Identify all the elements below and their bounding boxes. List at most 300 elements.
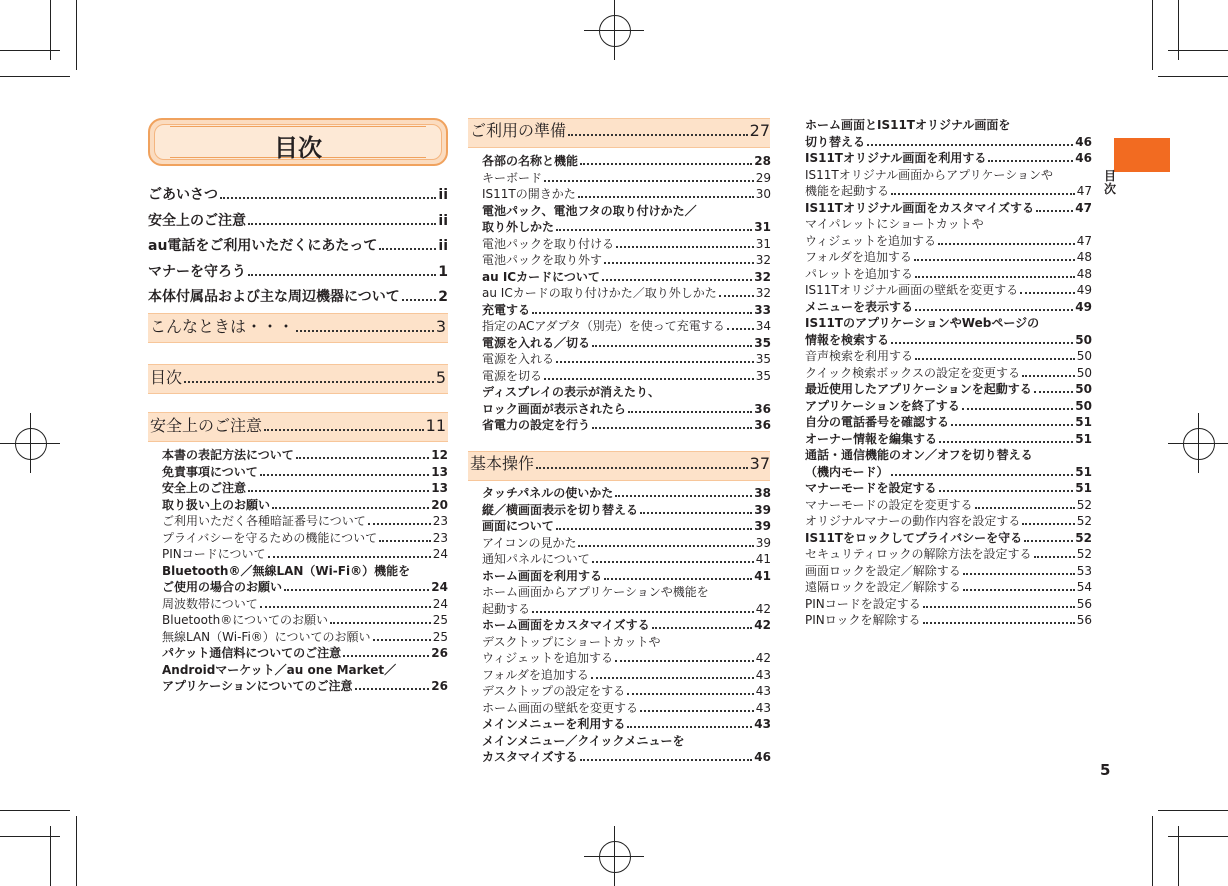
dot-leader: [580, 163, 752, 165]
dot-leader: [963, 573, 1075, 575]
dot-leader: [891, 193, 1075, 195]
toc-entry: [482, 285, 771, 302]
crop-mark: [76, 0, 77, 70]
toc-top-item: [148, 285, 448, 311]
toc-entry-line: メインメニュー／クイックメニューを: [482, 733, 685, 748]
toc-entry-title: マナーを守ろう: [148, 263, 246, 280]
toc-entry: [482, 667, 771, 684]
toc-entry-page: 42: [755, 651, 771, 665]
toc-entry-title: 指定のACアダプタ（別売）を使って充電する: [482, 319, 725, 333]
toc-entry-title: フォルダを追加する: [482, 667, 589, 682]
toc-entry-page: 23: [432, 514, 448, 528]
crop-mark: [50, 826, 51, 886]
section-title: ご利用の準備: [470, 121, 567, 140]
toc-entry-page: 43: [755, 667, 771, 682]
toc-entry: [482, 417, 771, 434]
toc-entry-page: 25: [432, 613, 448, 627]
toc-entry-page: 28: [754, 154, 771, 168]
toc-entry-page: 29: [755, 170, 771, 185]
toc-entry-title: PINロックを解除する: [805, 613, 921, 627]
toc-entry: [805, 497, 1092, 514]
toc-entry-title: プライバシーを守るための機能について: [162, 530, 378, 545]
toc-entry-title: IS11Tオリジナル画面を利用する: [805, 151, 987, 165]
dot-leader: [402, 299, 437, 301]
crop-mark: [50, 0, 51, 60]
toc-entry-page: 50: [1076, 365, 1092, 380]
toc-entry-title: カスタマイズする: [482, 750, 578, 764]
toc-entry-page: 47: [1075, 200, 1092, 215]
toc-entry: [805, 381, 1092, 398]
toc-entry-title: 自分の電話番号を確認する: [805, 415, 950, 429]
toc-entry-title: ウィジェットを追加する: [482, 651, 614, 665]
toc-entry-line: ディスプレイの表示が消えたり、: [482, 385, 660, 399]
dot-leader: [556, 528, 753, 530]
toc-entry-title: 遠隔ロックを設定／解除する: [805, 580, 961, 594]
toc-entry: [482, 401, 771, 418]
toc-entry: [482, 502, 771, 519]
toc-entry: [482, 219, 771, 236]
toc-entry: [805, 530, 1092, 547]
toc-entry: [482, 716, 771, 733]
toc-entry: [482, 236, 771, 253]
toc-entry-title: （機内モード）: [805, 464, 889, 479]
dot-leader: [615, 660, 754, 662]
crop-mark: [1158, 810, 1228, 811]
dot-leader: [592, 427, 752, 429]
toc-entry-page: 24: [432, 596, 448, 611]
toc-entry: [482, 252, 771, 269]
toc-entry: [805, 563, 1092, 580]
toc-entry-page: 41: [754, 568, 771, 583]
toc-entry-page: 35: [755, 368, 771, 383]
toc-entry-page: 52: [1076, 497, 1092, 512]
toc-entry-page: 48: [1076, 250, 1092, 264]
toc-entry-title: アプリケーションを終了する: [805, 398, 960, 413]
dot-leader: [379, 540, 431, 542]
toc-entry-page: 53: [1076, 563, 1092, 578]
toc-entry: [162, 612, 448, 629]
toc-entry-page: 42: [754, 618, 771, 632]
toc-entry: [805, 299, 1092, 316]
dot-leader: [628, 411, 753, 413]
toc-entry-title: 無線LAN（Wi-Fi®）についてのお願い: [162, 629, 371, 644]
toc-entry-title: ホーム画面の壁紙を変更する: [482, 700, 639, 715]
toc-entry-title: 充電する: [482, 302, 531, 317]
toc-entry: [805, 414, 1092, 431]
toc-entry-page: 32: [755, 286, 771, 300]
toc-entry-page: 42: [755, 601, 771, 616]
dot-leader: [915, 276, 1075, 278]
dot-leader: [260, 606, 431, 608]
toc-entry-page: 33: [754, 302, 771, 317]
dot-leader: [891, 342, 1073, 344]
toc-entry-title: 画面について: [482, 519, 554, 533]
toc-entry: [482, 601, 771, 618]
toc-entry-title: セキュリティロックの解除方法を設定する: [805, 547, 1032, 561]
section-title: 安全上のご注意: [150, 416, 263, 435]
dot-leader: [915, 309, 1073, 311]
dot-leader: [914, 259, 1075, 261]
registration-mark: [599, 15, 631, 47]
toc-entry-page: 34: [755, 319, 771, 333]
dot-leader: [640, 710, 754, 712]
dot-leader: [951, 424, 1073, 426]
toc-entry: [805, 183, 1092, 200]
toc-entry-title: 取り外しかた: [482, 220, 555, 234]
dot-leader: [580, 759, 753, 761]
dot-leader: [602, 279, 752, 281]
crop-mark: [1178, 0, 1179, 60]
toc-entry: [482, 568, 771, 585]
section-page: 5: [435, 368, 446, 387]
registration-mark: [1183, 428, 1215, 460]
dot-leader: [373, 639, 431, 641]
dot-leader: [343, 655, 429, 657]
section-title: 基本操作: [470, 454, 535, 473]
toc-entry: [805, 150, 1092, 167]
dot-leader: [568, 134, 748, 136]
dot-leader: [556, 229, 752, 231]
toc-entry: [482, 617, 771, 634]
toc-entry-page: 43: [755, 700, 771, 715]
toc-entry-title: キーボード: [482, 170, 543, 185]
toc-entry-title: au ICカードについて: [482, 269, 600, 284]
toc-entry-page: 20: [431, 497, 448, 512]
dot-leader: [184, 381, 434, 383]
toc-entry-page: 50: [1076, 349, 1092, 363]
toc-entry-title: PINコードについて: [162, 547, 266, 561]
dot-leader: [988, 160, 1073, 162]
dot-leader: [652, 627, 753, 629]
toc-entry: [805, 579, 1092, 596]
dot-leader: [355, 688, 430, 690]
toc-entry-title: ごあいさつ: [148, 187, 218, 203]
toc-entry-title: タッチパネルの使いかた: [482, 486, 614, 500]
toc-entry-page: 32: [755, 253, 771, 267]
toc-entry: [482, 170, 771, 187]
toc-entry-line: Bluetooth®／無線LAN（Wi-Fi®）機能を: [162, 563, 411, 578]
dot-leader: [1022, 523, 1074, 525]
toc-entry-title: ホーム画面をカスタマイズする: [482, 618, 650, 632]
section-title: こんなときは・・・: [150, 317, 295, 336]
toc-entry-title: クイック検索ボックスの設定を変更する: [805, 365, 1021, 380]
toc-entry-title: ウィジェットを追加する: [805, 233, 937, 248]
dot-leader: [923, 622, 1075, 624]
dot-leader: [532, 611, 754, 613]
toc-top-item: [148, 183, 448, 209]
toc-entry-page: 35: [755, 352, 771, 366]
toc-entry: [805, 233, 1092, 250]
dot-leader: [938, 243, 1075, 245]
toc-entry-line: IS11Tオリジナル画面からアプリケーションや: [805, 167, 1053, 182]
toc-entry: [482, 518, 771, 535]
dot-leader: [1036, 210, 1073, 212]
toc-entry-title: ホーム画面を利用する: [482, 568, 603, 583]
dot-leader: [963, 589, 1075, 591]
toc-entry-page: 56: [1076, 596, 1092, 611]
toc-entry-line: 電池パック、電池フタの取り付けかた／: [482, 203, 697, 218]
toc-entry: [482, 535, 771, 552]
toc-entry-page: 25: [432, 629, 448, 644]
dot-leader: [604, 262, 754, 264]
toc-entry-page: 35: [754, 335, 771, 350]
crop-mark: [1152, 0, 1153, 70]
section-page: 37: [749, 454, 770, 473]
toc-entry-title: ご利用いただく各種暗証番号について: [162, 514, 366, 528]
toc-entry: [482, 749, 771, 766]
dot-leader: [616, 246, 754, 248]
toc-entry-page: 49: [1076, 283, 1092, 297]
dot-leader: [220, 197, 436, 199]
crop-mark: [1152, 816, 1153, 886]
dot-leader: [248, 490, 429, 492]
toc-entry-page: 24: [431, 580, 448, 594]
section-page: 27: [749, 121, 770, 140]
dot-leader: [330, 622, 431, 624]
dot-leader: [1020, 292, 1075, 294]
toc-entry-title: 安全上のご注意: [148, 212, 246, 229]
toc-entry-page: 47: [1076, 184, 1092, 198]
toc-entry: [482, 683, 771, 700]
left-top-list: [148, 183, 448, 311]
toc-entry: [482, 153, 771, 170]
crop-mark: [1178, 826, 1179, 886]
toc-entry-page: 23: [432, 530, 448, 545]
dot-leader: [268, 556, 431, 558]
toc-entry-page: 39: [755, 535, 771, 550]
toc-entry-line: Androidマーケット／au one Market／: [162, 662, 397, 677]
dot-leader: [627, 693, 754, 695]
toc-entry-title: au ICカードの取り付けかた／取り外しかた: [482, 286, 717, 300]
toc-entry-title: 機能を起動する: [805, 184, 890, 198]
toc-entry: [162, 596, 448, 613]
toc-entry: [482, 351, 771, 368]
toc-entry-page: 38: [754, 486, 771, 500]
dot-leader: [1024, 540, 1073, 542]
toc-entry-title: 各部の名称と機能: [482, 154, 579, 168]
toc-entry-page: 54: [1076, 580, 1092, 594]
toc-entry-title: 通知パネルについて: [482, 552, 590, 566]
toc-entry-title: Bluetooth®についてのお願い: [162, 613, 329, 627]
toc-entry-page: 51: [1075, 415, 1092, 429]
toc-entry: [805, 200, 1092, 217]
crop-mark: [0, 836, 60, 837]
toc-entry-page: 52: [1075, 530, 1092, 545]
dot-leader: [627, 726, 752, 728]
toc-entry-page: 51: [1075, 431, 1092, 446]
toc-entry-title: 電源を切る: [482, 368, 543, 383]
toc-entry-page: 24: [432, 547, 448, 561]
right-entries: [805, 117, 1092, 629]
toc-entry: [805, 282, 1092, 299]
toc-entry: [805, 266, 1092, 283]
dot-leader: [379, 248, 436, 250]
toc-entry-title: マナーモードの設定を変更する: [805, 497, 973, 512]
toc-entry-title: IS11Tオリジナル画面の壁紙を変更する: [805, 283, 1019, 297]
toc-entry-title: 電源を入れる／切る: [482, 335, 591, 350]
section-heading: [150, 316, 446, 338]
toc-entry-page: ii: [438, 238, 448, 254]
toc-entry-title: IS11Tオリジナル画面をカスタマイズする: [805, 200, 1035, 215]
toc-entry-title: アプリケーションについてのご注意: [162, 679, 353, 693]
toc-entry: [805, 596, 1092, 613]
dot-leader: [1034, 391, 1073, 393]
toc-entry-title: 起動する: [482, 601, 531, 616]
toc-entry-title: パレットを追加する: [805, 266, 913, 281]
index-tab: [1114, 138, 1170, 172]
toc-entry-page: 26: [431, 646, 448, 660]
toc-entry-title: ロック画面が表示されたら: [482, 401, 626, 416]
toc-entry: [162, 447, 448, 464]
dot-leader: [592, 561, 754, 563]
dot-leader: [1022, 375, 1075, 377]
toc-entry-title: 安全上のご注意: [162, 481, 247, 495]
section-page: 3: [435, 317, 446, 336]
toc-entry: [482, 318, 771, 335]
index-tab-label: 目次: [1104, 169, 1117, 196]
toc-entry-page: 26: [431, 679, 448, 693]
dot-leader: [544, 180, 754, 182]
dot-leader: [962, 408, 1073, 410]
toc-entry: [805, 365, 1092, 382]
dot-leader: [719, 295, 754, 297]
section-heading: [150, 415, 446, 437]
toc-entry-title: IS11Tの開きかた: [482, 187, 576, 201]
toc-entry-page: 47: [1076, 233, 1092, 248]
page-number: 5: [1100, 761, 1111, 779]
toc-entry-page: 36: [754, 401, 771, 416]
toc-top-item: [148, 209, 448, 235]
toc-entry-page: 43: [755, 684, 771, 698]
toc-entry: [805, 249, 1092, 266]
toc-entry-line: 通話・通信機能のオン／オフを切り替える: [805, 448, 1033, 462]
toc-entry-page: 49: [1075, 299, 1092, 314]
toc-entry-page: 39: [754, 502, 771, 517]
toc-entry: [162, 464, 448, 481]
crop-mark: [1168, 50, 1228, 51]
section-title: 目次: [150, 368, 183, 387]
toc-entry: [805, 513, 1092, 530]
dot-leader: [939, 490, 1074, 492]
toc-entry-page: 32: [754, 269, 771, 284]
toc-entry: [482, 335, 771, 352]
toc-entry-page: 52: [1076, 514, 1092, 528]
dot-leader: [296, 457, 430, 459]
registration-mark: [599, 841, 631, 873]
toc-entry: [162, 546, 448, 563]
toc-entry-title: IS11Tをロックしてプライバシーを守る: [805, 530, 1023, 545]
toc-entry-page: 39: [754, 519, 771, 533]
toc-entry: [482, 368, 771, 385]
toc-entry: [482, 302, 771, 319]
crop-mark: [1168, 836, 1228, 837]
dot-leader: [891, 474, 1074, 476]
toc-entry-title: メニューを表示する: [805, 299, 914, 314]
toc-entry: [162, 629, 448, 646]
toc-entry-line: ホーム画面からアプリケーションや機能を: [482, 585, 709, 599]
toc-entry-title: 取り扱い上のお願い: [162, 497, 271, 512]
toc-entry-page: 2: [438, 289, 448, 305]
toc-entry-line: マイパレットにショートカットや: [805, 217, 984, 231]
toc-entry-title: 電池パックを取り外す: [482, 253, 603, 267]
toc-entry-page: ii: [438, 187, 448, 203]
toc-top-item: [148, 234, 448, 260]
dot-leader: [532, 312, 752, 314]
crop-mark: [0, 76, 70, 77]
toc-entry-page: 13: [431, 464, 448, 479]
toc-entry-page: 43: [754, 717, 771, 731]
toc-entry: [482, 700, 771, 717]
dot-leader: [248, 223, 436, 225]
toc-entry: [482, 650, 771, 667]
toc-entry: [162, 678, 448, 695]
toc-entry-page: 31: [755, 236, 771, 251]
toc-entry: [162, 513, 448, 530]
crop-mark: [76, 816, 77, 886]
dot-leader: [544, 378, 754, 380]
toc-entry: [162, 480, 448, 497]
dot-leader: [915, 358, 1075, 360]
toc-entry-page: 51: [1075, 464, 1092, 479]
dot-leader: [975, 507, 1075, 509]
toc-entry-title: 画面ロックを設定／解除する: [805, 563, 961, 578]
toc-entry-line: ホーム画面とIS11Tオリジナル画面を: [805, 118, 1011, 132]
toc-entry-title: 切り替える: [805, 134, 866, 149]
toc-entry-title: 最近使用したアプリケーションを起動する: [805, 382, 1032, 396]
toc-entry: [805, 348, 1092, 365]
dot-leader: [556, 361, 754, 363]
toc-entry-page: 56: [1076, 613, 1092, 627]
toc-entry-page: 13: [431, 481, 448, 495]
dot-leader: [296, 330, 434, 332]
toc-entry-title: 電源を入れる: [482, 352, 555, 366]
toc-entry: [805, 464, 1092, 481]
toc-entry-title: 縦／横画面表示を切り替える: [482, 502, 639, 517]
toc-entry-title: メインメニューを利用する: [482, 717, 626, 731]
toc-entry-line: デスクトップにショートカットや: [482, 634, 661, 649]
toc-top-item: [148, 260, 448, 286]
toc-entry-title: 情報を検索する: [805, 332, 890, 347]
toc-entry-page: 31: [754, 220, 771, 234]
section-heading: [150, 367, 446, 389]
dot-leader: [615, 495, 752, 497]
dot-leader: [578, 196, 754, 198]
toc-entry: [162, 645, 448, 662]
registration-mark: [15, 428, 47, 460]
dot-leader: [592, 345, 752, 347]
toc-entry: [162, 497, 448, 514]
toc-entry-page: ii: [438, 212, 448, 229]
toc-entry-title: ご使用の場合のお願い: [162, 580, 283, 594]
toc-entry: [482, 186, 771, 203]
toc-entry-title: 本体付属品および主な周辺機器について: [148, 289, 400, 305]
middle-entries-1: [482, 153, 771, 434]
middle-entries-2: [482, 485, 771, 766]
toc-entry-page: 52: [1076, 547, 1092, 561]
left-entries: [162, 447, 448, 695]
page-title-box: [148, 118, 448, 166]
dot-leader: [727, 328, 754, 330]
page-title: 目次: [274, 134, 322, 162]
dot-leader: [536, 467, 748, 469]
toc-entry-page: 1: [438, 263, 448, 280]
toc-entry: [482, 269, 771, 286]
dot-leader: [591, 677, 754, 679]
toc-entry-title: 本書の表記方法について: [162, 448, 294, 462]
dot-leader: [939, 441, 1073, 443]
toc-entry: [805, 431, 1092, 448]
toc-entry-title: 省電力の設定を行う: [482, 418, 591, 432]
